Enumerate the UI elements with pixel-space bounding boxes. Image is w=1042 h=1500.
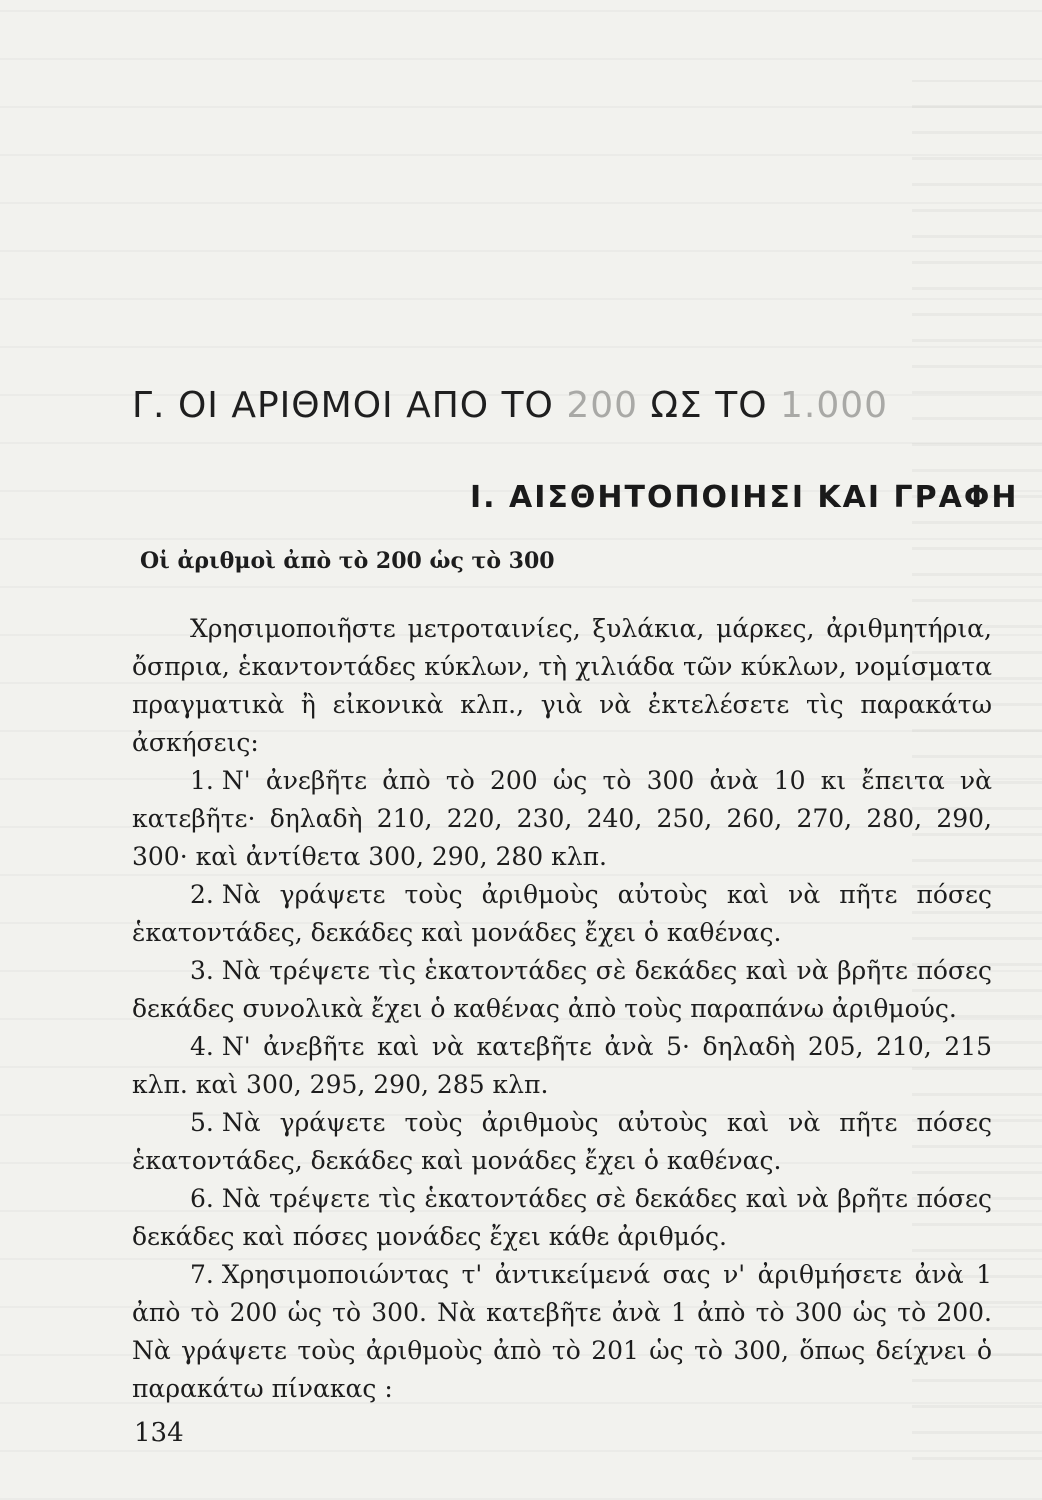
exercise-number: 2.	[190, 880, 214, 909]
exercise-text: Νὰ γράψετε τοὺς ἀριθμοὺς αὐτοὺς καὶ νὰ πῆτε πόσες ἑκατοντάδες, δεκάδες καὶ μονάδες ἔχει ὁ καθένας.	[132, 1108, 992, 1175]
exercise-item	[132, 1104, 992, 1180]
section-title: Ι. ΑΙΣΘΗΤΟΠΟΙΗΣΙ ΚΑΙ ΓΡΑΦΗ	[470, 480, 1019, 515]
exercise-text: Νὰ γράψετε τοὺς ἀριθμοὺς αὐτοὺς καὶ νὰ πῆτε πόσες ἑκατοντάδες, δεκάδες καὶ μονάδες ἔχει ὁ καθένας.	[132, 880, 992, 947]
exercise-text: Νὰ τρέψετε τὶς ἑκατοντάδες σὲ δεκάδες καὶ νὰ βρῆτε πόσες δεκάδες καὶ πόσες μονάδες ἔχει κάθε ἀριθμός.	[132, 1184, 992, 1251]
chapter-title-part4: 1.000	[779, 385, 889, 426]
subheading: Οἱ ἀριθμοὶ ἀπὸ τὸ 200 ὡς τὸ 300	[140, 548, 555, 574]
exercise-number: 5.	[190, 1108, 214, 1137]
exercise-number: 7.	[190, 1260, 214, 1289]
chapter-title	[132, 385, 1002, 426]
chapter-title-part1: Γ. ΟΙ ΑΡΙΘΜΟΙ ΑΠΟ ΤΟ	[132, 385, 567, 426]
exercise-text: Χρησιμοποιώντας τ' ἀντικείμενά σας ν' ἀριθμήσετε ἀνὰ 1 ἀπὸ τὸ 200 ὡς τὸ 300. Νὰ κατεβῆτε ἀνὰ 1 ἀπὸ τὸ 300 ὡς τὸ 200. Νὰ γράψετε τοὺς ἀριθμοὺς ἀπὸ τὸ 201 ὡς τὸ 300, ὅπως δείχνει ὁ παρακάτω πίνακας :	[132, 1260, 992, 1403]
exercise-item	[132, 1256, 992, 1408]
exercise-number: 4.	[190, 1032, 214, 1061]
exercise-text: Νὰ τρέψετε τὶς ἑκατοντάδες σὲ δεκάδες καὶ νὰ βρῆτε πόσες δεκάδες συνολικὰ ἔχει ὁ καθένας ἀπὸ τοὺς παραπάνω ἀριθμούς.	[132, 956, 992, 1023]
exercise-item	[132, 876, 992, 952]
exercise-number: 3.	[190, 956, 214, 985]
intro-paragraph: Χρησιμοποιῆστε μετροταινίες, ξυλάκια, μάρκες, ἀριθμητήρια, ὄσπρια, ἑκαντοντάδες κύκλων, τὴ χιλιάδα τῶν κύκλων, νομίσματα πραγματικὰ ἢ εἰκονικὰ κλπ., γιὰ νὰ ἐκτελέσετε τὶς παρακάτω ἀσκήσεις:	[132, 614, 992, 757]
exercise-item	[132, 762, 992, 876]
page-number: 134	[134, 1418, 184, 1448]
exercise-number: 6.	[190, 1184, 214, 1213]
chapter-title-part3: ΩΣ ΤΟ	[638, 385, 780, 426]
exercise-item	[132, 1028, 992, 1104]
exercise-text: Ν' ἀνεβῆτε ἀπὸ τὸ 200 ὡς τὸ 300 ἀνὰ 10 κι ἔπειτα νὰ κατεβῆτε· δηλαδὴ 210, 220, 230, 240, 250, 260, 270, 280, 290, 300· καὶ ἀντίθετα 300, 290, 280 κλπ.	[132, 766, 992, 871]
exercise-text: Ν' ἀνεβῆτε καὶ νὰ κατεβῆτε ἀνὰ 5· δηλαδὴ 205, 210, 215 κλπ. καὶ 300, 295, 290, 285 κλπ.	[132, 1032, 992, 1099]
exercise-item	[132, 952, 992, 1028]
exercise-number: 1.	[190, 766, 214, 795]
chapter-title-part2: 200	[566, 385, 639, 426]
exercise-item	[132, 1180, 992, 1256]
body-text	[132, 610, 992, 1408]
